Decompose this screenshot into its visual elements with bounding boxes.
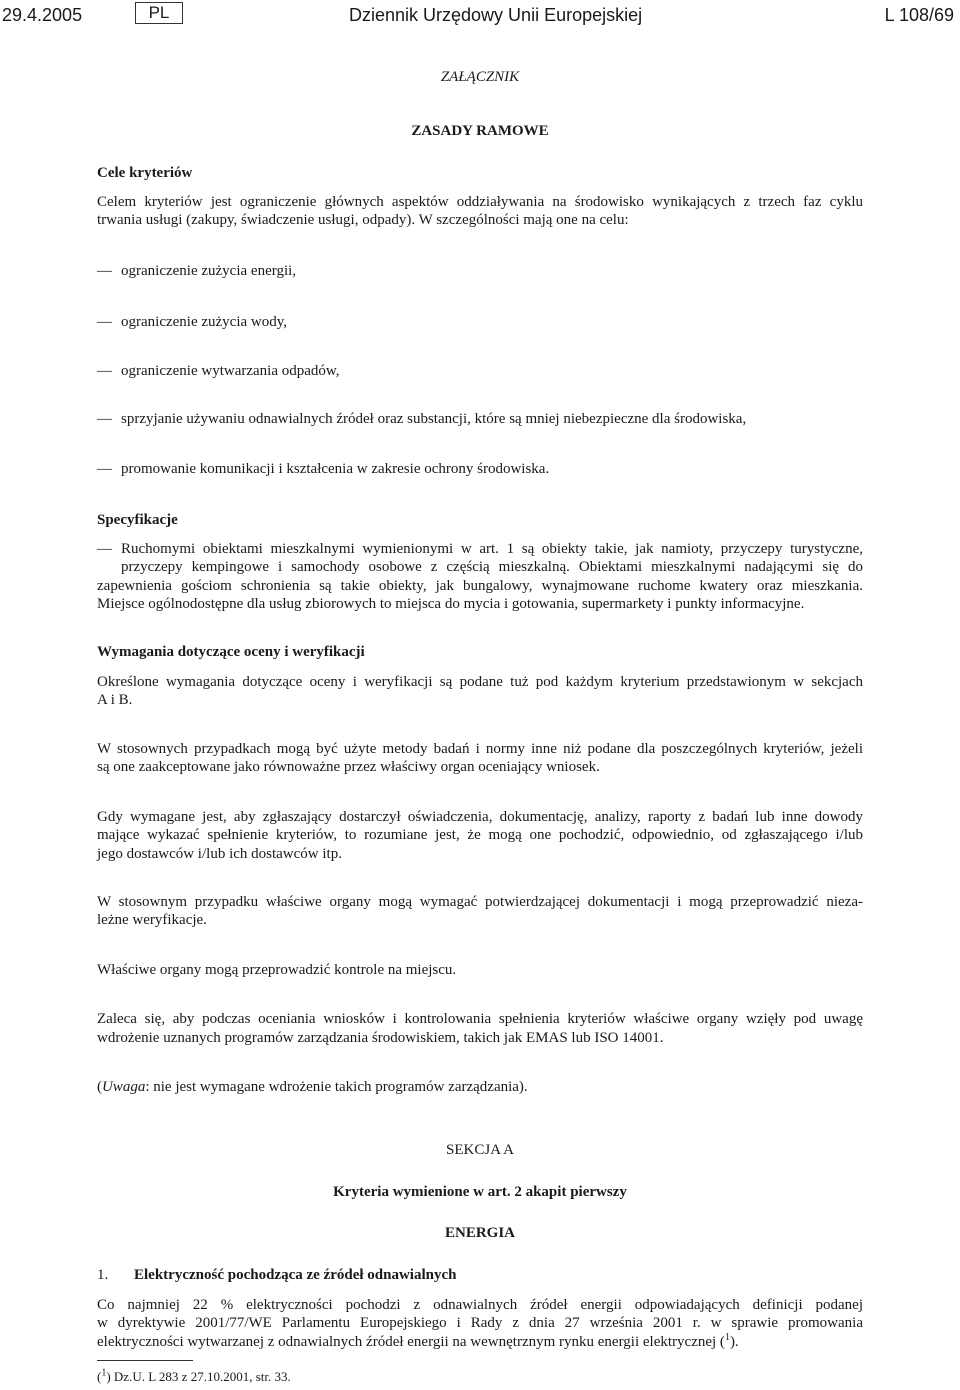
goals-paragraph-line-1: Celem kryteriów jest ograniczenie głównych aspektów oddziaływania na środowisko wynikających z trzech faz cyklu bbox=[97, 194, 863, 210]
page-header bbox=[0, 4, 960, 28]
dash-bullet: — bbox=[97, 314, 112, 330]
item-line-3 bbox=[97, 1333, 863, 1351]
spec-heading: Specyfikacje bbox=[97, 512, 178, 528]
footnote bbox=[97, 1369, 863, 1385]
language-badge: PL bbox=[135, 2, 183, 24]
verification-p2-line-1: W stosownych przypadkach mogą być użyte metody badań i normy inne niż podane dla poszczególnych kryteriów, jeżeli bbox=[97, 741, 863, 757]
page-number: L 108/69 bbox=[884, 5, 954, 25]
footnote-open: ( bbox=[97, 1369, 102, 1384]
note-label: Uwaga bbox=[102, 1079, 146, 1095]
item-number: 1. bbox=[97, 1267, 109, 1283]
group-heading: ENERGIA bbox=[444, 1225, 515, 1241]
spec-line-2: przyczepy kempingowe i samochody osobowe z częścią mieszkalną. Obiektami mieszkalnymi nadającymi się do bbox=[121, 559, 863, 575]
dash-bullet: — bbox=[97, 363, 112, 379]
goals-paragraph-line-2: trwania usługi (zakupy, świadczenie usługi, odpady). W szczególności mają one na celu: bbox=[97, 212, 629, 228]
verification-heading: Wymagania dotyczące oceny i weryfikacji bbox=[97, 644, 365, 660]
main-title: ZASADY RAMOWE bbox=[411, 123, 549, 139]
dash-bullet: — bbox=[97, 263, 112, 279]
journal-title: Dziennik Urzędowy Unii Europejskiej bbox=[349, 5, 643, 25]
dash-bullet: — bbox=[97, 541, 112, 557]
list-item-text: promowanie komunikacji i kształcenia w zakresie ochrony środowiska. bbox=[121, 461, 550, 477]
verification-p4-line-2: leżne weryfikacje. bbox=[97, 912, 207, 928]
item-line-2: w dyrektywie 2001/77/WE Parlamentu Europejskiego i Rady z dnia 27 września 2001 r. w sprawie promowania bbox=[97, 1315, 863, 1331]
verification-p3-line-2: mające wykazać spełnienie kryteriów, to rozumiane jest, że mogą one pochodzić, odpowiednio, od zgłaszającego i/lub bbox=[97, 827, 863, 843]
footnote-reference[interactable]: 1 bbox=[724, 1332, 730, 1343]
section-label: SEKCJA A bbox=[446, 1142, 514, 1158]
annex-title: ZAŁĄCZNIK bbox=[440, 69, 520, 85]
spec-line-1: Ruchomymi obiektami mieszkalnymi wymienionymi w art. 1 są obiekty takie, jak namioty, przyczepy turystyczne, bbox=[121, 541, 863, 557]
verification-p1-line-2: A i B. bbox=[97, 692, 133, 708]
list-item-text: sprzyjanie używaniu odnawialnych źródeł oraz substancji, które są mniej niebezpieczne dla środowiska, bbox=[121, 411, 747, 427]
note-text: : nie jest wymagane wdrożenie takich programów zarządzania). bbox=[145, 1079, 528, 1095]
verification-p6-line-2: wdrożenie uznanych programów zarządzania środowiskiem, takich jak EMAS lub ISO 14001. bbox=[97, 1030, 664, 1046]
item-line-3-close: ). bbox=[729, 1334, 739, 1350]
list-item-text: ograniczenie zużycia wody, bbox=[121, 314, 288, 330]
verification-p6-line-1: Zaleca się, aby podczas oceniania wniosków i kontrolowania spełnienia kryteriów właściwe organy wzięły pod uwagę bbox=[97, 1011, 863, 1027]
verification-p3-line-1: Gdy wymagane jest, aby zgłaszający dostarczył oświadczenia, dokumentację, analizy, raporty z badań lub inne dowody bbox=[97, 809, 863, 825]
goals-heading: Cele kryteriów bbox=[97, 165, 193, 181]
publication-date: 29.4.2005 bbox=[2, 5, 83, 25]
dash-bullet: — bbox=[97, 411, 112, 427]
item-heading bbox=[97, 1266, 863, 1284]
item-line-1: Co najmniej 22 % elektryczności pochodzi z odnawialnych źródeł energii odpowiadających definicji podanej bbox=[97, 1297, 863, 1313]
list-item-text: ograniczenie zużycia energii, bbox=[121, 263, 297, 279]
item-line-3-text: elektryczności wytwarzanej z odnawialnych źródeł energii na wewnętrznym rynku energii elektrycznej ( bbox=[97, 1334, 725, 1350]
section-subtitle: Kryteria wymienione w art. 2 akapit pierwszy bbox=[333, 1184, 627, 1200]
item-title: Elektryczność pochodząca ze źródeł odnawialnych bbox=[134, 1267, 457, 1283]
spec-line-4: Miejsce ogólnodostępne dla usług zbiorowych to miejsca do mycia i gotowania, supermarkety i punkty informacyjne. bbox=[97, 596, 805, 612]
verification-p2-line-2: są one zaakceptowane jako równoważne przez właściwy organ oceniający wniosek. bbox=[97, 759, 600, 775]
footnote-text: ) Dz.U. L 283 z 27.10.2001, str. 33. bbox=[106, 1369, 291, 1384]
dash-bullet: — bbox=[97, 461, 112, 477]
note-paragraph bbox=[97, 1078, 863, 1096]
verification-p5: Właściwe organy mogą przeprowadzić kontrole na miejscu. bbox=[97, 962, 457, 978]
verification-p1-line-1: Określone wymagania dotyczące oceny i weryfikacji są podane tuż pod każdym kryterium przedstawionym w sekcjach bbox=[97, 674, 863, 690]
footnote-separator bbox=[97, 1360, 193, 1361]
footnote-mark: 1 bbox=[101, 1367, 107, 1379]
spec-line-3: zapewnienia gościom schronienia są takie obiekty, jak bungalowy, wynajmowane ruchome kwatery oraz mieszkania. bbox=[97, 578, 863, 594]
list-item-text: ograniczenie wytwarzania odpadów, bbox=[121, 363, 340, 379]
verification-p3-line-3: jego dostawców i/lub ich dostawców itp. bbox=[97, 846, 342, 862]
note-open-paren: ( bbox=[97, 1079, 102, 1095]
verification-p4-line-1: W stosownym przypadku właściwe organy mogą wymagać potwierdzającej dokumentacji i mogą przeprowadzić nieza- bbox=[97, 894, 863, 910]
